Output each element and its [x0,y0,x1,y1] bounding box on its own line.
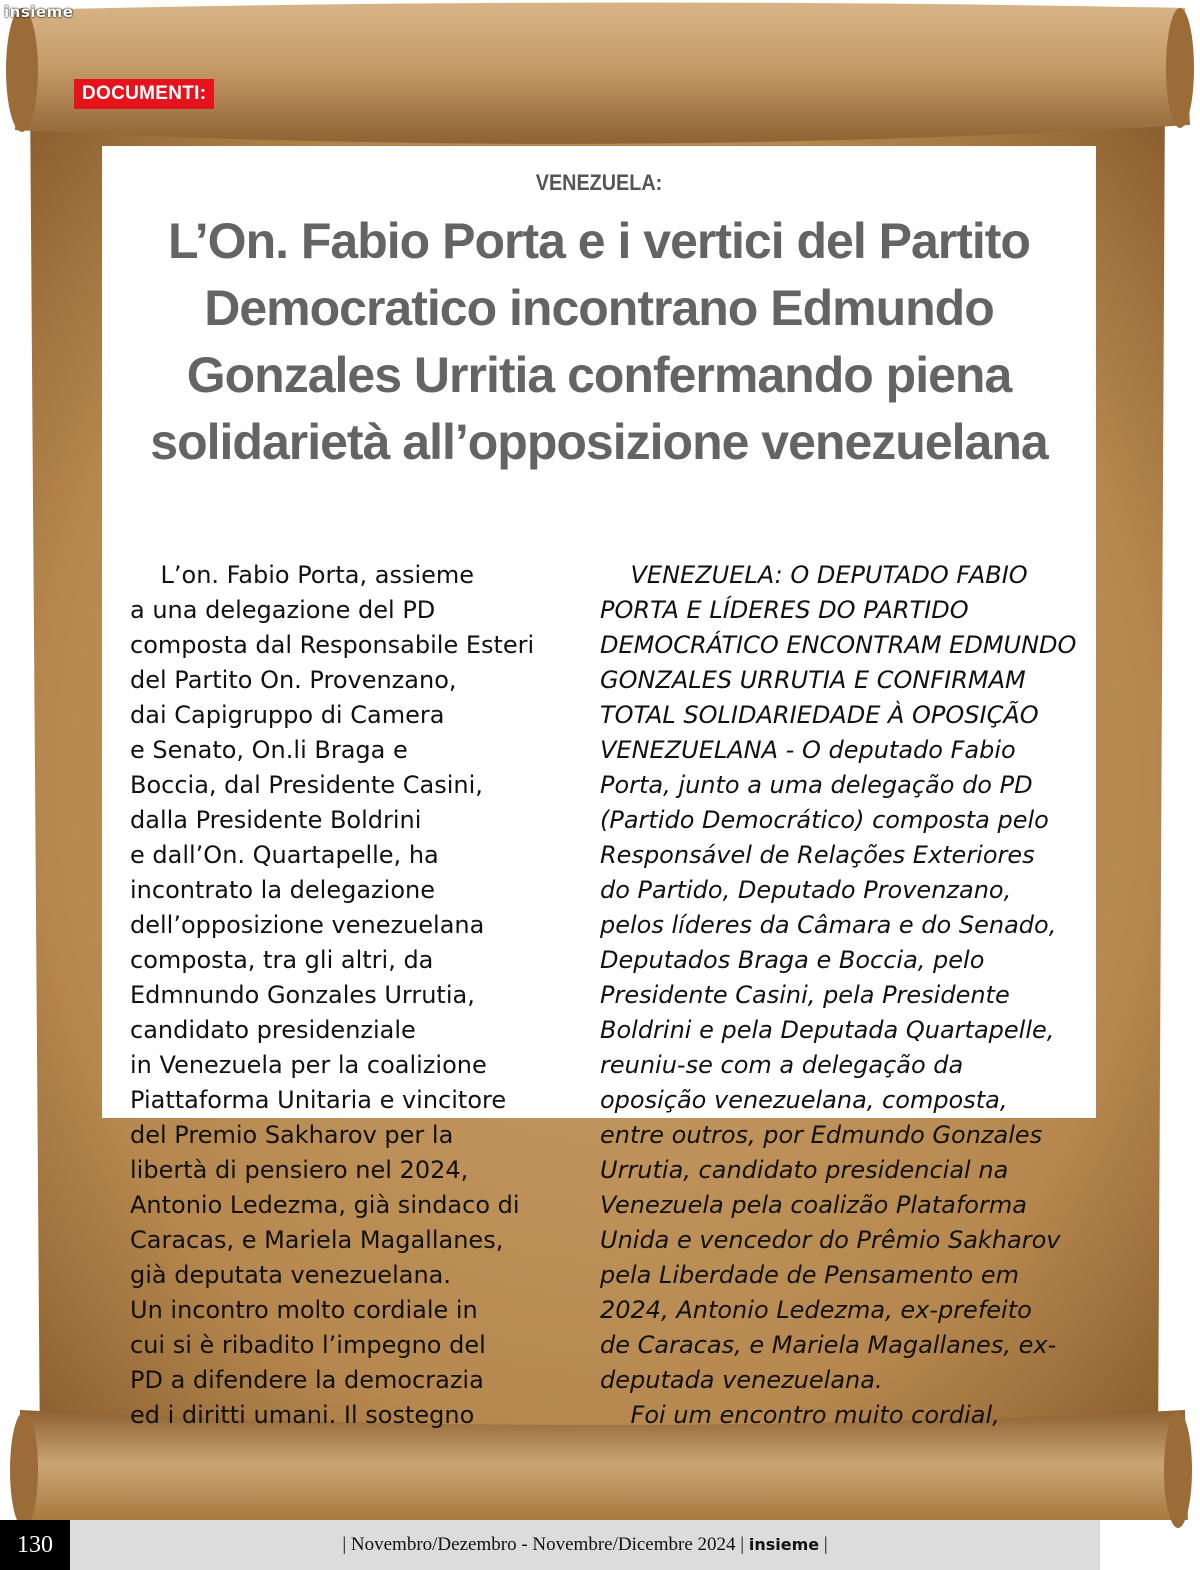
article-panel [102,146,1096,1429]
footer-issue-line [70,1520,1100,1570]
portuguese-column: VENEZUELA: O DEPUTADO FABIO PORTA E LÍDERES DO PARTIDO DEMOCRÁTICO ENCONTRAM EDMUNDO GONZALES URRUTIA E CONFIRMAM TOTAL SOLIDARIEDADE À OPOSIÇÃO VENEZUELANA - O deputado Fabio Porta, junto a uma delegação do PD (Partido Democrático) composta pelo Responsável de Relações Exteriores do Partido, Deputado Provenzano, pelos líderes da Câmara e do Senado, Deputados Braga e Boccia, pelo Presidente Casini, pela Presidente Boldrini e pela Deputada Quartapelle, reuniu-se com a delegação da oposição venezuelana, composta, entre outros, por Edmundo Gonzales Urrutia, candidato presidencial na Venezuela pela coalizão Plataforma Unida e vencedor do Prêmio Sakharov pela Liberdade de Pensamento em 2024, Antonio Ledezma, ex-prefeito de Caracas, e Mariela Magallanes, ex- deputada venezuelana. Foi um encontro muito cordial, [600,561,1077,1429]
italian-column: L’on. Fabio Porta, assieme a una delegazione del PD composta dal Responsabile Esteri del Partito On. Provenzano, dai Capigruppo di Camera e Senato, On.li Braga e Boccia, dal Presidente Casini, dalla Presidente Boldrini e dall’On. Quartapelle, ha incontrato la delegazione dell’opposizione venezuelana composta, tra gli altri, da Edmnundo Gonzales Urrutia, candidato presidenziale in Venezuela per la coalizione Piattaforma Unitaria e vincitore del Premio Sakharov per la libertà di pensiero nel 2024, Antonio Ledezma, già sindaco di Caracas, e Mariela Magallanes, già deputata venezuelana. Un incontro molto cordiale in cui si è ribadito l’impegno del PD a difendere la democrazia ed i diritti umani. Il sostegno [130,561,535,1429]
article-headline: L’On. Fabio Porta e i vertici del Partito Democratico incontrano Edmundo Gonzales Urritia confermando piena solidarietà all’opposizione venezuelana [150,213,1048,470]
masthead-logo: insieme [4,3,74,21]
section-tag: DOCUMENTI: [74,79,214,109]
footer-issue-text: | Novembro/Dezembro - Novembre/Dicembre 2024 | [342,1534,745,1555]
article-kicker: VENEZUELA: [535,170,663,195]
footer-brand: insieme [748,1535,820,1554]
footer-issue-end: | [823,1534,828,1555]
page-number: 130 [0,1520,70,1570]
